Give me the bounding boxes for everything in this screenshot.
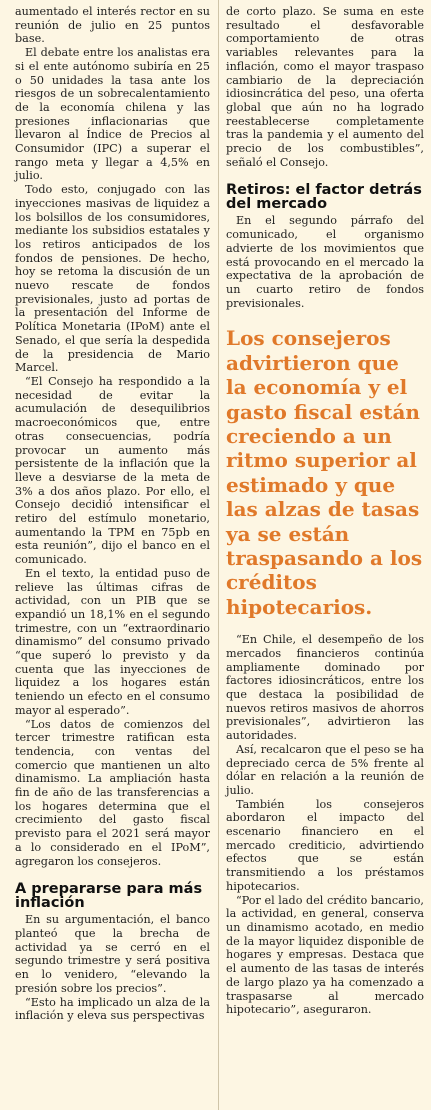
paragraph: de corto plazo. Se suma en este resultado el desfavorable comportamiento de otras variables relevantes para la inflación, como el mayor traspaso cambiario de la depreciación idiosincrática del peso, una oferta global que aún no ha logrado reestablecerse completamente tras la pandemia y el aumento del precio de los combustibles”, señaló el Consejo. xyxy=(226,5,424,169)
paragraph: aumentado el interés rector en su reunión de julio en 25 puntos base. xyxy=(15,5,210,46)
paragraph: También los consejeros abordaron el impacto del escenario financiero en el mercado crediticio, advirtiendo efectos que se están transmitiendo a los préstamos hipotecarios. xyxy=(226,797,424,893)
section-heading: A prepararse para más inflación xyxy=(15,881,203,912)
paragraph: “En Chile, el desempeño de los mercados financieros continúa ampliamente dominado por factores idiosincráticos, entre los que destaca la posibilidad de nuevos retiros masivos de ahorros previsionales”, advirtieron las autoridades. xyxy=(226,633,424,743)
left-column xyxy=(15,5,210,1023)
section-heading: Retiros: el factor detrás del mercado xyxy=(226,182,422,213)
paragraph: El debate entre los analistas era si el ente autónomo subiría en 25 o 50 unidades la tasa ante los riesgos de un sobrecalentamiento de la economía chilena y las presiones inflacionarias que llevaron al Índice de Precios al Consumidor (IPC) a superar el rango meta y llegar a 4,5% en julio. xyxy=(15,46,210,183)
paragraph: Todo esto, conjugado con las inyecciones masivas de liquidez a los bolsillos de los consumidores, mediante los subsidios estatales y los retiros anticipados de los fondos de pensiones. De hecho, hoy se retoma la discusión de un nuevo rescate de fondos previsionales, justo ad portas de la presentación del Informe de Política Monetaria (IPoM) ante el Senado, el que sería la despedida de la presidencia de Mario Marcel. xyxy=(15,183,210,375)
paragraph: En el segundo párrafo del comunicado, el organismo advierte de los movimientos que está provocando en el mercado la expectativa de la aprobación de un cuarto retiro de fondos previsionales. xyxy=(226,214,424,310)
right-column xyxy=(226,5,424,1017)
paragraph: “Por el lado del crédito bancario, la actividad, en general, conserva un dinamismo acotado, en medio de la mayor liquidez disponible de hogares y empresas. Destaca que el aumento de las tasas de interés de largo plazo ya ha comenzado a traspasarse al mercado hipotecario”, aseguraron. xyxy=(226,893,424,1017)
paragraph: “Esto ha implicado un alza de la inflación y eleva sus perspectivas xyxy=(15,995,210,1023)
paragraph: En el texto, la entidad puso de relieve las últimas cifras de actividad, con un PIB que se expandió un 18,1% en el segundo trimestre, con un “extraordinario dinamismo” del consumo privado “que superó lo previsto y da cuenta que las inyecciones de liquidez a los hogares están teniendo un efecto en el consumo mayor al esperado”. xyxy=(15,566,210,717)
pull-quote: Los consejeros advirtieron que la economía y el gasto fiscal están creciendo a un ritmo superior al estimado y que las alzas de tasas ya se están traspasando a los créditos hipotecarios. xyxy=(226,326,423,619)
column-divider xyxy=(218,0,219,1110)
paragraph: En su argumentación, el banco planteó que la brecha de actividad ya se cerró en el segundo trimestre y será positiva en lo venidero, “elevando la presión sobre los precios”. xyxy=(15,913,210,995)
paragraph: Así, recalcaron que el peso se ha depreciado cerca de 5% frente al dólar en relación a la reunión de julio. xyxy=(226,742,424,797)
paragraph: “Los datos de comienzos del tercer trimestre ratifican esta tendencia, con ventas del comercio que mantienen un alto dinamismo. La ampliación hasta fin de año de las transferencias a los hogares determina que el crecimiento del gasto fiscal previsto para el 2021 será mayor a lo considerado en el IPoM”, agregaron los consejeros. xyxy=(15,717,210,868)
paragraph: “El Consejo ha respondido a la necesidad de evitar la acumulación de desequilibrios macroeconómicos que, entre otras consecuencias, podría provocar un aumento más persistente de la inflación que la lleve a desviarse de la meta de 3% a dos años plazo. Por ello, el Consejo decidió intensificar el retiro del estímulo monetario, aumentando la TPM en 75pb en esta reunión”, dijo el banco en el comunicado. xyxy=(15,374,210,567)
